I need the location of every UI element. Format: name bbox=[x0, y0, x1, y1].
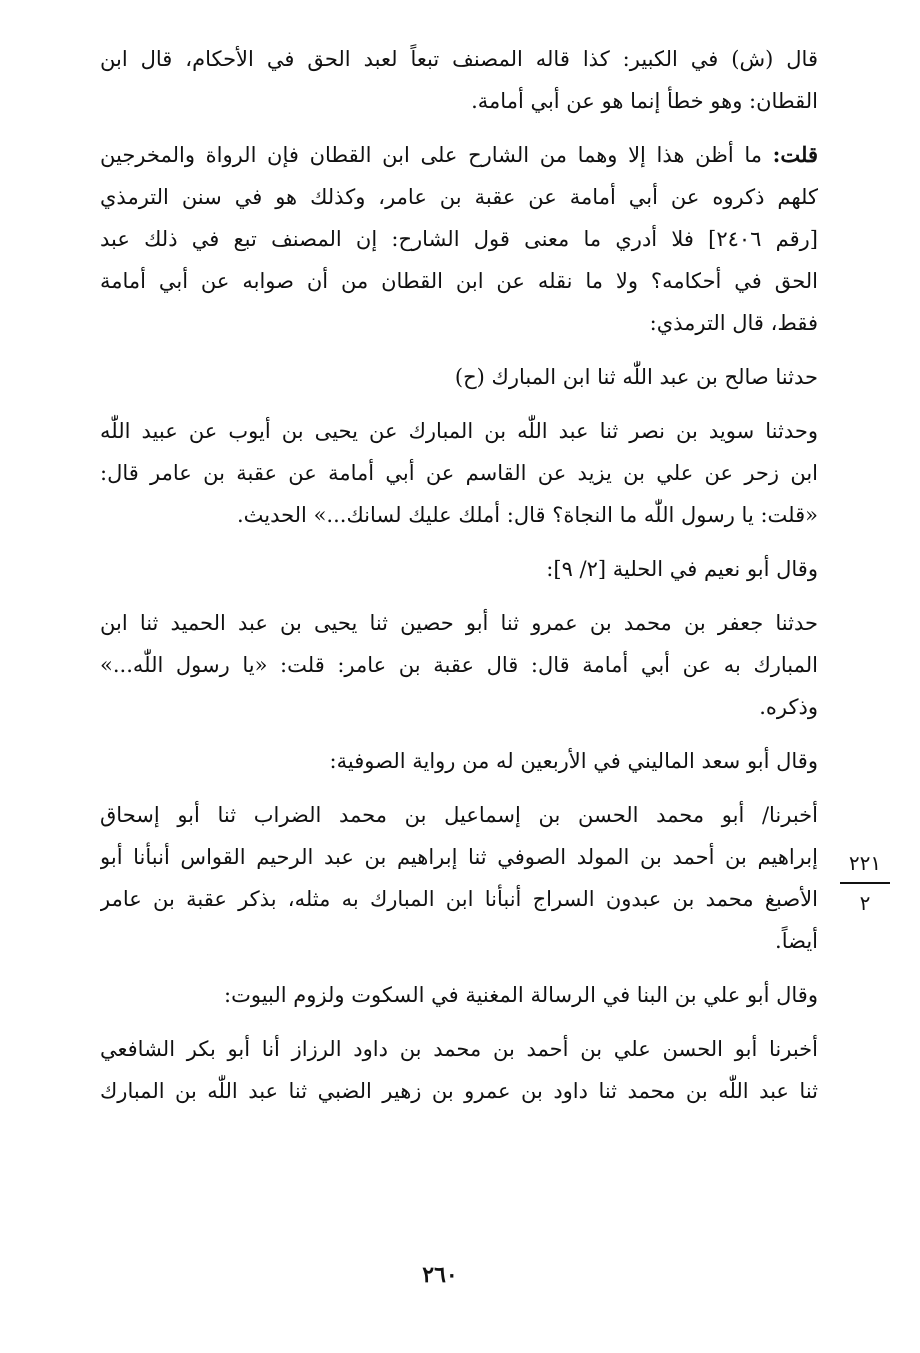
page-body bbox=[100, 38, 818, 1124]
text-line: وحدثنا سويد بن نصر ثنا عبد اللّٰه بن المبارك عن يحيى بن أيوب عن عبيد اللّٰه bbox=[100, 419, 818, 443]
paragraph-qultu bbox=[100, 134, 818, 344]
paragraph-malini bbox=[100, 740, 818, 782]
paragraph-isnad-tirmidhi-2 bbox=[100, 410, 818, 536]
paragraph-sharh-note bbox=[100, 38, 818, 122]
text-line: قلت: ما أظن هذا إلا وهما من الشارح على ابن القطان فإن الرواة والمخرجين bbox=[100, 142, 818, 167]
paragraph-isnad-ibn-al-banna bbox=[100, 1028, 818, 1112]
text-line: وقال أبو نعيم في الحلية [٢/ ٩]: bbox=[546, 557, 818, 581]
text-line: حدثنا جعفر بن محمد بن عمرو ثنا أبو حصين ثنا يحيى بن عبد الحميد ثنا ابن bbox=[100, 611, 818, 635]
text-line: كلهم ذكروه عن أبي أمامة عن عقبة بن عامر، وكذلك هو في سنن الترمذي bbox=[100, 185, 818, 209]
folio-divider bbox=[840, 882, 890, 884]
text-line: وقال أبو سعد الماليني في الأربعين له من رواية الصوفية: bbox=[329, 749, 818, 773]
page-number: ٢٦٠ bbox=[422, 1262, 458, 1288]
paragraph-isnad-tirmidhi-1 bbox=[100, 356, 818, 398]
paragraph-ibn-al-banna bbox=[100, 974, 818, 1016]
text-line: قال (ش) في الكبير: كذا قاله المصنف تبعاً لعبد الحق في الأحكام، قال ابن bbox=[100, 47, 818, 71]
text-line: إبراهيم بن أحمد بن المولد الصوفي ثنا إبراهيم بن عبد الرحيم القواس أنبأنا أبو bbox=[100, 845, 818, 869]
text-line: الحق في أحكامه؟ ولا ما نقله عن ابن القطان من أن صوابه عن أبي أمامة bbox=[100, 269, 818, 293]
paragraph-abu-nuaym bbox=[100, 548, 818, 590]
text-line: فقط، قال الترمذي: bbox=[649, 311, 818, 335]
text-line: أيضاً. bbox=[775, 929, 818, 953]
text-line: القطان: وهو خطأ إنما هو عن أبي أمامة. bbox=[471, 89, 818, 113]
text-line: «قلت: يا رسول اللّٰه ما النجاة؟ قال: أملك عليك لسانك...» الحديث. bbox=[236, 503, 818, 527]
text-line: ثنا عبد اللّٰه بن محمد ثنا داود بن عمرو بن زهير الضبي ثنا عبد اللّٰه بن المبارك bbox=[100, 1079, 818, 1103]
text-line: ابن زحر عن علي بن يزيد عن القاسم عن أبي أمامة عن عقبة بن عامر قال: bbox=[100, 461, 818, 485]
text-line: أخبرنا/ أبو محمد الحسن بن إسماعيل بن محمد الضراب ثنا أبو إسحاق bbox=[100, 803, 818, 827]
text-line: الأصبغ محمد بن عبدون السراج أنبأنا ابن المبارك به مثله، بذكر عقبة بن عامر bbox=[100, 887, 818, 911]
text-line: [رقم ٢٤٠٦] فلا أدري ما معنى قول الشارح: إن المصنف تبع في ذلك عبد bbox=[100, 227, 818, 251]
folio-number: ٢٢١ bbox=[848, 851, 882, 875]
text-line: أخبرنا أبو الحسن علي بن أحمد بن محمد بن داود الرزاز أنا أبو بكر الشافعي bbox=[100, 1037, 818, 1061]
text-line: وقال أبو علي بن البنا في الرسالة المغنية في السكوت ولزوم البيوت: bbox=[224, 983, 818, 1007]
text-line: المبارك به عن أبي أمامة قال: قال عقبة بن عامر: قلت: «يا رسول اللّٰه...» bbox=[100, 653, 818, 677]
folio-side: ٢ bbox=[859, 891, 871, 915]
paragraph-isnad-malini bbox=[100, 794, 818, 962]
text-line: وذكره. bbox=[759, 695, 818, 719]
text-line: حدثنا صالح بن عبد اللّٰه ثنا ابن المبارك (ح) bbox=[454, 365, 818, 389]
paragraph-lead-word: قلت: bbox=[772, 142, 818, 167]
paragraph-isnad-hilya bbox=[100, 602, 818, 728]
manuscript-folio-reference bbox=[838, 848, 892, 918]
